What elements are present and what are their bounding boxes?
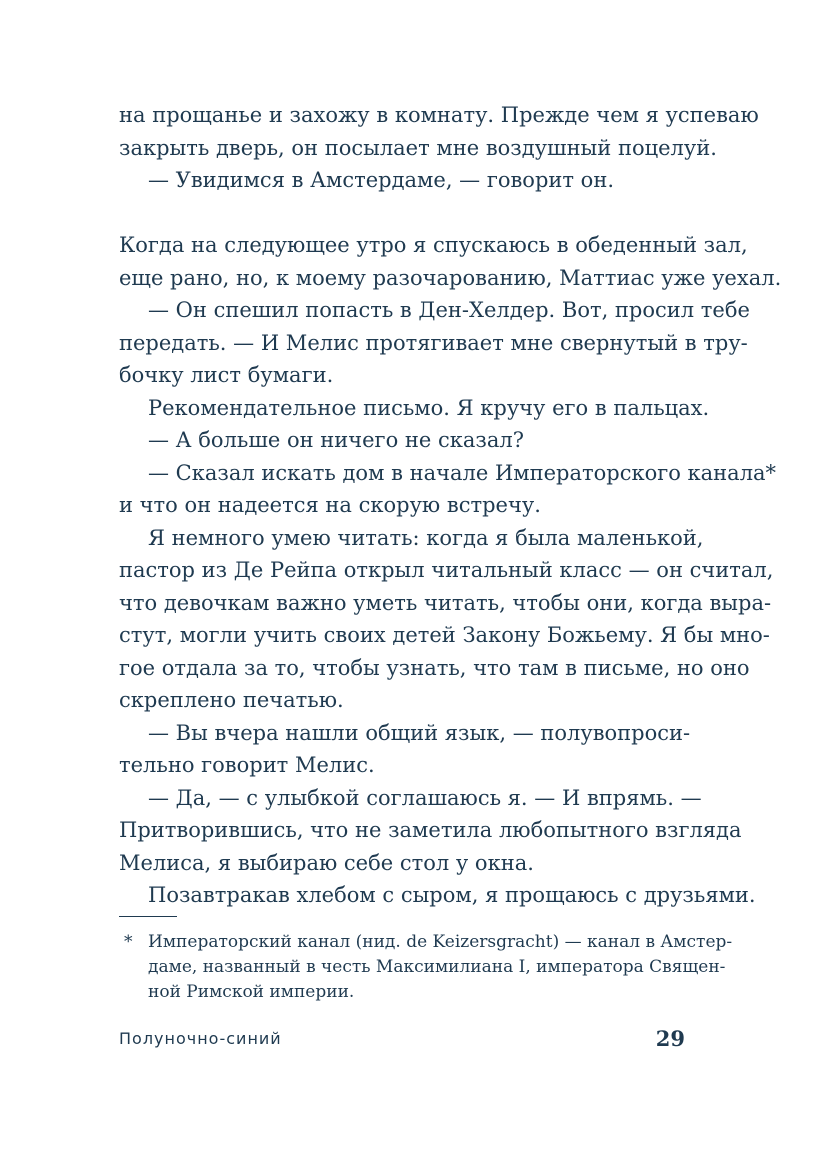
text-line: скреплено печатью. [119,688,344,712]
text-line: стут, могли учить своих детей Закону Божьему. Я бы мно- [119,623,770,647]
text-line: гое отдала за то, чтобы узнать, что там в письме, но оно [119,655,750,680]
footnote-line: Императорский канал (нид. de Keizersgracht) — канал в Амстер- [148,932,733,952]
running-title: Полуночно-синий [119,1029,282,1048]
footnote [119,930,733,1005]
section-break [119,197,685,230]
body-text [119,99,782,912]
text-line: — Сказал искать дом в начале Императорского канала* [148,460,777,485]
text-line: еще рано, но, к моему разочарованию, Маттиас уже уехал. [119,265,782,290]
text-line: пастор из Де Рейпа открыл читальный класс — он считал, [119,558,774,582]
text-line: Позавтракав хлебом с сыром, я прощаюсь с друзьями. [148,883,756,907]
page-footer [119,1025,685,1055]
page-number: 29 [655,1026,685,1051]
text-line: что девочкам важно уметь читать, чтобы они, когда выра- [119,590,772,615]
text-line: — Он спешил попасть в Ден-Хелдер. Вот, просил тебе [148,298,750,322]
text-line: передать. — И Мелис протягивает мне свернутый в тру- [119,330,748,355]
text-line: Когда на следующее утро я спускаюсь в обеденный зал, [119,233,748,257]
footnote-line: ной Римской империи. [148,982,355,1002]
text-line: на прощанье и захожу в комнату. Прежде чем я успеваю [119,103,759,127]
text-line: — Да, — с улыбкой соглашаюсь я. — И впрямь. — [148,785,702,810]
footnote-line: даме, названный в честь Максимилиана I, императора Священ- [148,957,726,977]
text-line: тельно говорит Мелис. [119,753,375,777]
text-line: и что он надеется на скорую встречу. [119,493,541,517]
text-line: Мелиса, я выбираю себе стол у окна. [119,850,534,875]
text-line: — Увидимся в Амстердаме, — говорит он. [148,168,614,192]
footnote-divider [119,916,177,917]
text-line: Притворившись, что не заметила любопытного взгляда [119,818,742,842]
text-line: — А больше он ничего не сказал? [148,428,524,452]
text-line: закрыть дверь, он посылает мне воздушный поцелуй. [119,135,717,160]
text-line: Рекомендательное письмо. Я кручу его в пальцах. [148,395,710,420]
footnote-mark: * [124,932,133,952]
text-line: бочку лист бумаги. [119,363,334,387]
text-line: Я немного умею читать: когда я была маленькой, [148,525,704,550]
text-line: — Вы вчера нашли общий язык, — полувопроси- [148,720,691,745]
